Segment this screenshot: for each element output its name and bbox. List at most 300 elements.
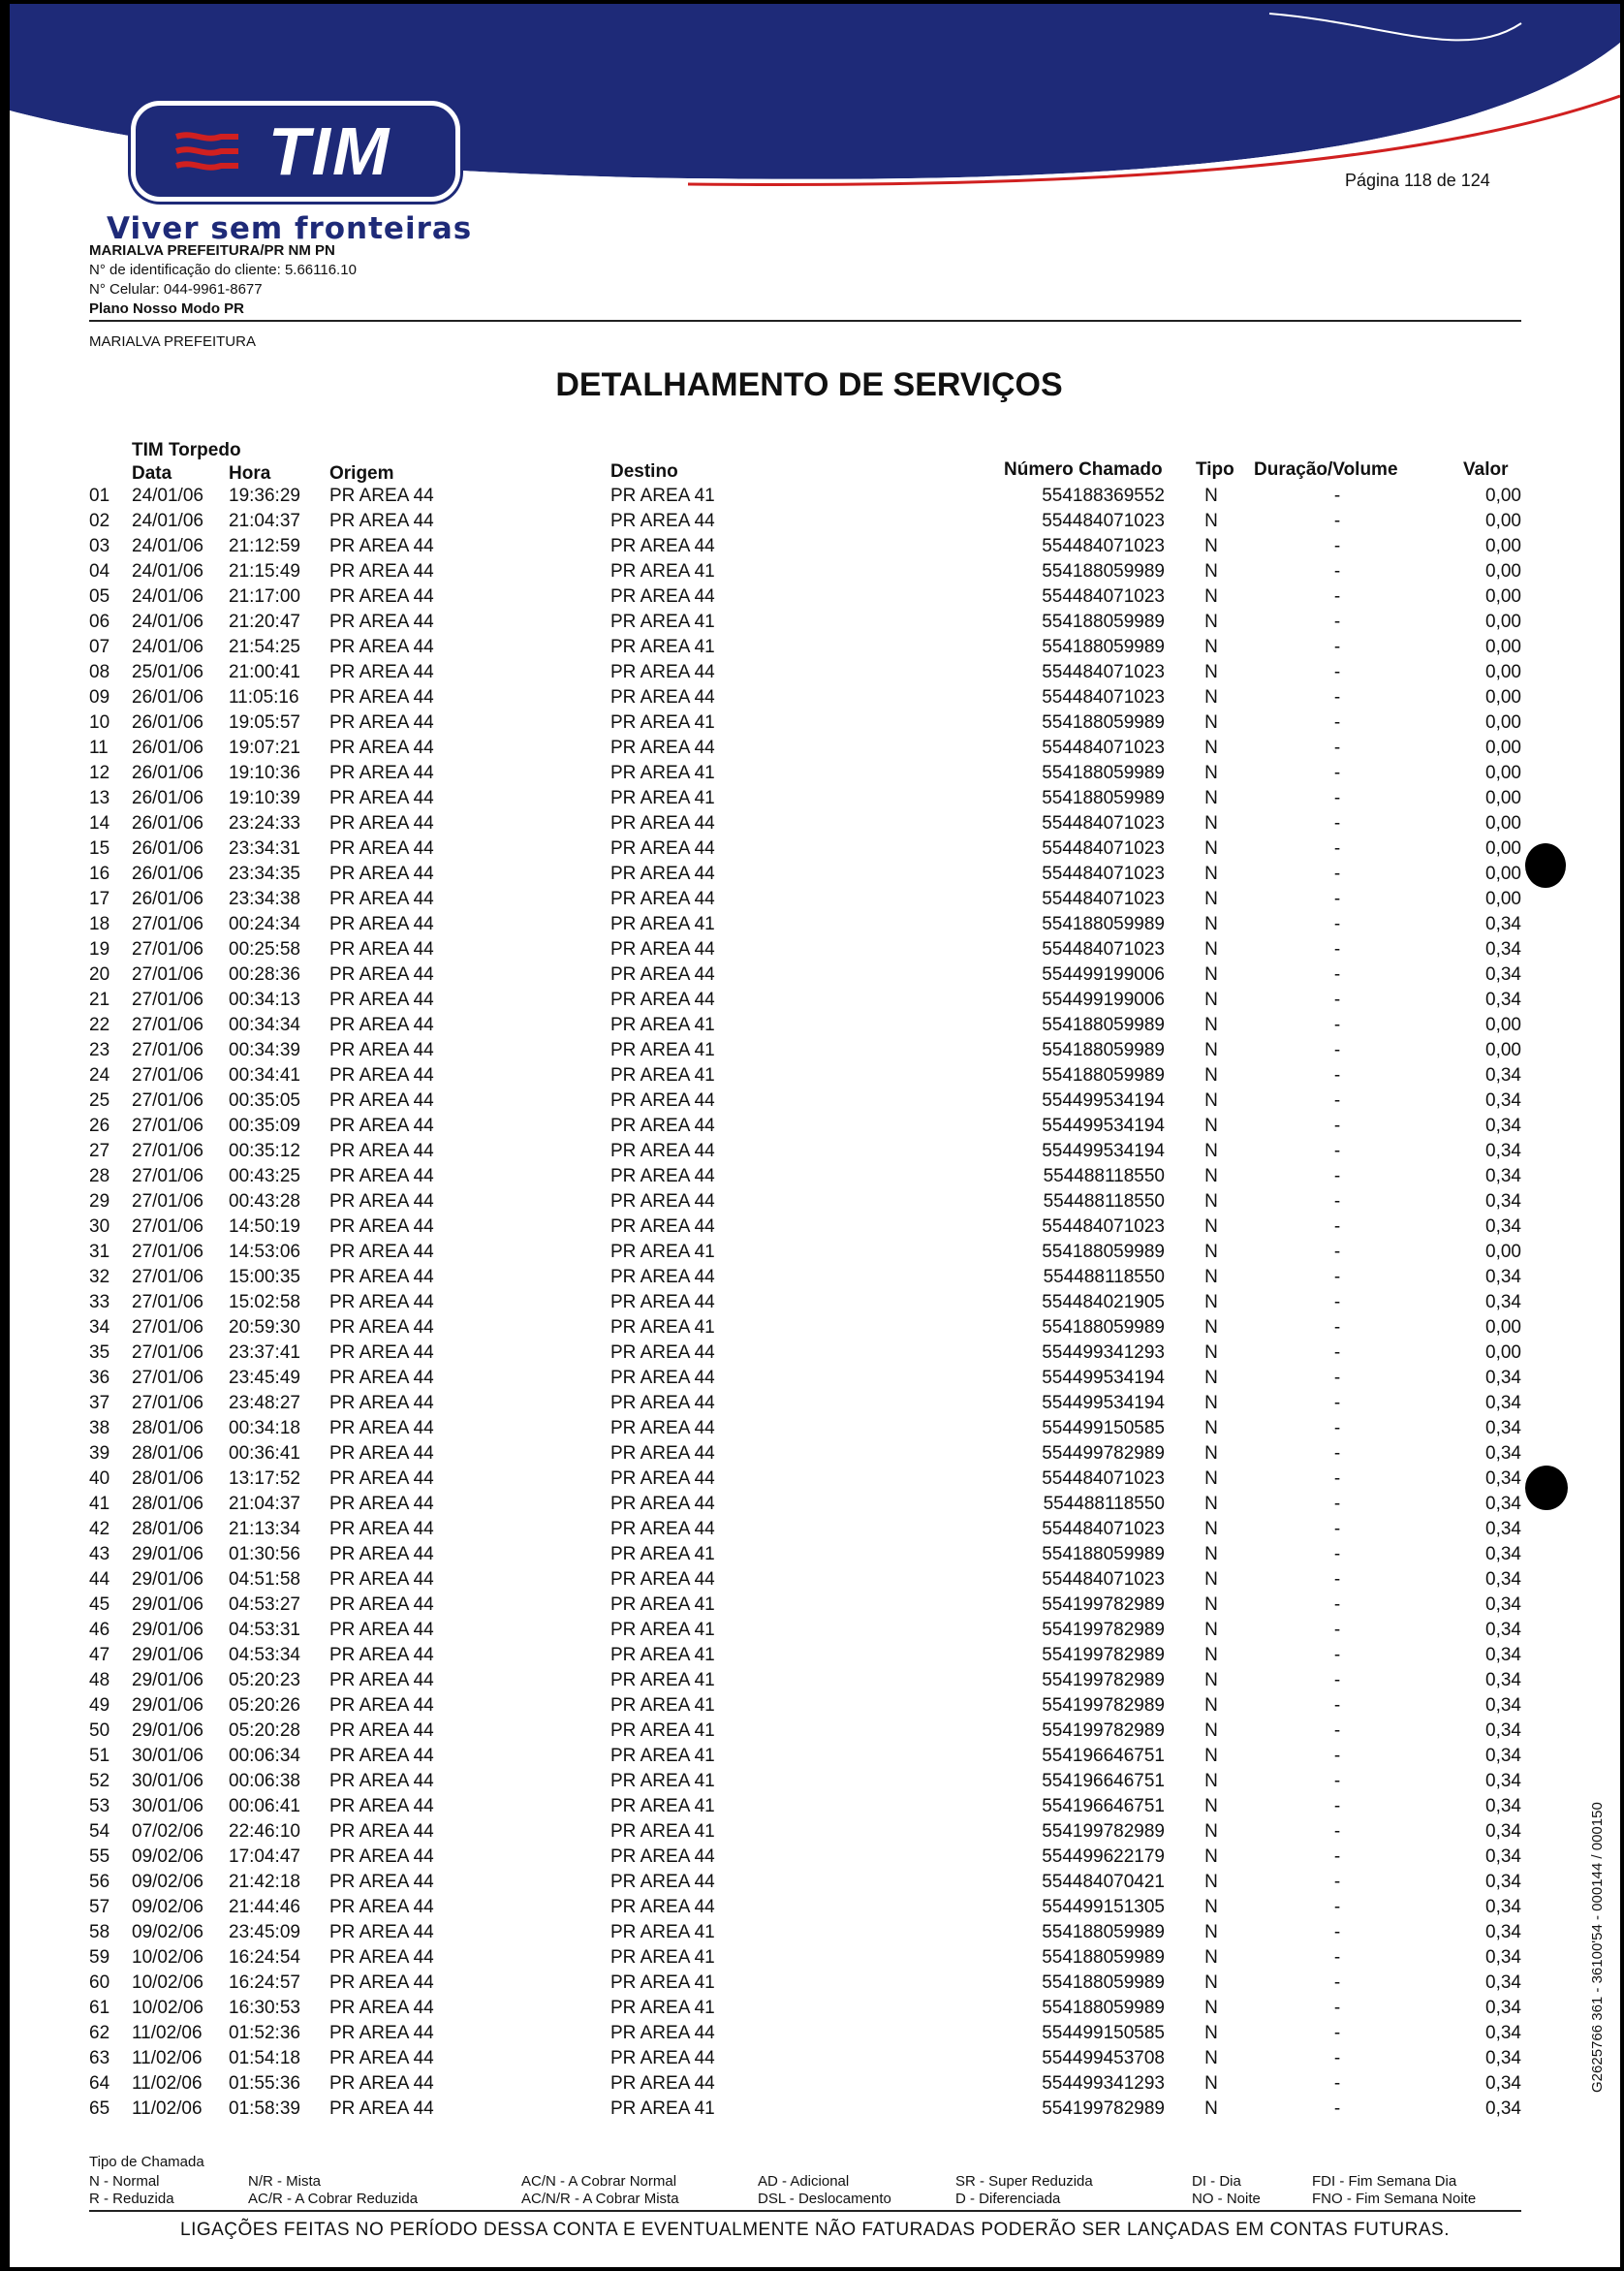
origin: PR AREA 44 xyxy=(329,1216,434,1237)
destination: PR AREA 44 xyxy=(610,738,715,758)
table-row xyxy=(10,1620,1620,1645)
duration: - xyxy=(1333,1569,1341,1590)
table-row xyxy=(10,1872,1620,1897)
called-number: 554188059989 xyxy=(1042,637,1165,657)
duration: - xyxy=(1333,2073,1341,2094)
call-type: N xyxy=(1204,1090,1218,1111)
called-number: 554188059989 xyxy=(1042,1998,1165,2018)
call-date: 11/02/06 xyxy=(132,2048,203,2068)
origin: PR AREA 44 xyxy=(329,2023,434,2043)
called-number: 554499534194 xyxy=(1042,1393,1165,1413)
call-type: N xyxy=(1204,1947,1218,1968)
destination: PR AREA 44 xyxy=(610,838,715,859)
duration: - xyxy=(1333,637,1341,657)
row-index: 31 xyxy=(89,1242,110,1262)
legend-title: Tipo de Chamada xyxy=(89,2154,204,2170)
called-number: 554188059989 xyxy=(1042,1922,1165,1942)
customer-name-line: MARIALVA PREFEITURA/PR NM PN xyxy=(89,242,335,259)
row-index: 62 xyxy=(89,2023,110,2043)
legend-col2: N/R - Mista AC/R - A Cobrar Reduzida xyxy=(248,2173,419,2207)
row-index: 12 xyxy=(89,763,110,783)
duration: - xyxy=(1333,1494,1341,1514)
table-row xyxy=(10,1544,1620,1569)
call-date: 29/01/06 xyxy=(132,1670,203,1690)
call-date: 24/01/06 xyxy=(132,486,203,506)
call-type: N xyxy=(1204,1897,1218,1917)
value: 0,34 xyxy=(1485,1771,1521,1791)
call-type: N xyxy=(1204,1368,1218,1388)
duration: - xyxy=(1333,1342,1341,1363)
origin: PR AREA 44 xyxy=(329,1317,434,1338)
row-index: 03 xyxy=(89,536,110,556)
duration: - xyxy=(1333,1468,1341,1489)
row-index: 18 xyxy=(89,914,110,934)
value: 0,00 xyxy=(1485,864,1521,884)
called-number: 554484071023 xyxy=(1042,813,1165,834)
row-index: 53 xyxy=(89,1796,110,1816)
call-time: 19:05:57 xyxy=(229,712,300,733)
table-row xyxy=(10,813,1620,838)
called-number: 554188059989 xyxy=(1042,1015,1165,1035)
table-row xyxy=(10,1141,1620,1166)
called-number: 554484071023 xyxy=(1042,536,1165,556)
call-date: 30/01/06 xyxy=(132,1796,203,1816)
value: 0,34 xyxy=(1485,1796,1521,1816)
value: 0,34 xyxy=(1485,1519,1521,1539)
destination: PR AREA 44 xyxy=(610,1872,715,1892)
table-row xyxy=(10,1670,1620,1695)
call-type: N xyxy=(1204,1015,1218,1035)
row-index: 08 xyxy=(89,662,110,682)
table-row xyxy=(10,1443,1620,1468)
table-row xyxy=(10,1695,1620,1720)
destination: PR AREA 44 xyxy=(610,1393,715,1413)
table-row xyxy=(10,1317,1620,1342)
call-type: N xyxy=(1204,1771,1218,1791)
origin: PR AREA 44 xyxy=(329,1015,434,1035)
scan-blot xyxy=(1525,843,1566,888)
called-number: 554196646751 xyxy=(1042,1771,1165,1791)
row-index: 37 xyxy=(89,1393,110,1413)
destination: PR AREA 44 xyxy=(610,687,715,708)
called-number: 554488118550 xyxy=(1043,1494,1165,1514)
value: 0,34 xyxy=(1485,1368,1521,1388)
destination: PR AREA 44 xyxy=(610,1116,715,1136)
called-number: 554188059989 xyxy=(1042,1040,1165,1060)
call-type: N xyxy=(1204,964,1218,985)
table-row xyxy=(10,889,1620,914)
duration: - xyxy=(1333,1216,1341,1237)
call-type: N xyxy=(1204,2098,1218,2119)
table-row xyxy=(10,964,1620,990)
origin: PR AREA 44 xyxy=(329,662,434,682)
duration: - xyxy=(1333,1393,1341,1413)
row-index: 46 xyxy=(89,1620,110,1640)
col-header-type: Tipo xyxy=(1196,459,1234,480)
duration: - xyxy=(1333,1771,1341,1791)
duration: - xyxy=(1333,939,1341,960)
row-index: 49 xyxy=(89,1695,110,1716)
call-date: 27/01/06 xyxy=(132,1242,203,1262)
table-row xyxy=(10,1998,1620,2023)
origin: PR AREA 44 xyxy=(329,1821,434,1842)
destination: PR AREA 44 xyxy=(610,1569,715,1590)
call-type: N xyxy=(1204,1141,1218,1161)
call-time: 00:43:28 xyxy=(229,1191,300,1212)
row-index: 10 xyxy=(89,712,110,733)
row-index: 42 xyxy=(89,1519,110,1539)
called-number: 554499534194 xyxy=(1042,1116,1165,1136)
destination: PR AREA 41 xyxy=(610,1040,715,1060)
call-type: N xyxy=(1204,1267,1218,1287)
duration: - xyxy=(1333,1317,1341,1338)
call-type: N xyxy=(1204,637,1218,657)
table-row xyxy=(10,1569,1620,1594)
origin: PR AREA 44 xyxy=(329,1519,434,1539)
call-date: 11/02/06 xyxy=(132,2098,203,2119)
origin: PR AREA 44 xyxy=(329,1065,434,1086)
value: 0,34 xyxy=(1485,914,1521,934)
duration: - xyxy=(1333,1292,1341,1312)
row-index: 30 xyxy=(89,1216,110,1237)
value: 0,00 xyxy=(1485,486,1521,506)
duration: - xyxy=(1333,1141,1341,1161)
call-type: N xyxy=(1204,1317,1218,1338)
call-type: N xyxy=(1204,1998,1218,2018)
duration: - xyxy=(1333,2048,1341,2068)
table-row xyxy=(10,864,1620,889)
table-row xyxy=(10,2073,1620,2098)
origin: PR AREA 44 xyxy=(329,511,434,531)
table-row xyxy=(10,662,1620,687)
call-type: N xyxy=(1204,1468,1218,1489)
logo-text: TIM xyxy=(267,113,391,189)
duration: - xyxy=(1333,1116,1341,1136)
value: 0,34 xyxy=(1485,1569,1521,1590)
call-date: 29/01/06 xyxy=(132,1720,203,1741)
col-header-duration: Duração/Volume xyxy=(1254,459,1398,480)
table-row xyxy=(10,1393,1620,1418)
value: 0,34 xyxy=(1485,1191,1521,1212)
row-index: 19 xyxy=(89,939,110,960)
call-date: 27/01/06 xyxy=(132,1090,203,1111)
call-time: 04:53:31 xyxy=(229,1620,300,1640)
call-time: 00:35:09 xyxy=(229,1116,300,1136)
destination: PR AREA 41 xyxy=(610,1544,715,1564)
called-number: 554499534194 xyxy=(1042,1141,1165,1161)
called-number: 554484071023 xyxy=(1042,838,1165,859)
call-time: 00:43:25 xyxy=(229,1166,300,1186)
called-number: 554188059989 xyxy=(1042,788,1165,808)
call-type: N xyxy=(1204,1494,1218,1514)
value: 0,34 xyxy=(1485,1972,1521,1993)
origin: PR AREA 44 xyxy=(329,561,434,582)
row-index: 65 xyxy=(89,2098,110,2119)
origin: PR AREA 44 xyxy=(329,586,434,607)
row-index: 20 xyxy=(89,964,110,985)
call-time: 01:54:18 xyxy=(229,2048,300,2068)
called-number: 554499622179 xyxy=(1042,1846,1165,1867)
origin: PR AREA 44 xyxy=(329,1242,434,1262)
origin: PR AREA 44 xyxy=(329,1418,434,1438)
call-time: 01:52:36 xyxy=(229,2023,300,2043)
origin: PR AREA 44 xyxy=(329,738,434,758)
col-header-time: Hora xyxy=(229,463,271,484)
value: 0,34 xyxy=(1485,1720,1521,1741)
call-time: 23:48:27 xyxy=(229,1393,300,1413)
called-number: 554188059989 xyxy=(1042,763,1165,783)
duration: - xyxy=(1333,1947,1341,1968)
call-date: 27/01/06 xyxy=(132,1040,203,1060)
call-type: N xyxy=(1204,687,1218,708)
value: 0,34 xyxy=(1485,964,1521,985)
value: 0,34 xyxy=(1485,1872,1521,1892)
duration: - xyxy=(1333,864,1341,884)
call-type: N xyxy=(1204,2073,1218,2094)
destination: PR AREA 44 xyxy=(610,1166,715,1186)
call-date: 27/01/06 xyxy=(132,964,203,985)
call-time: 15:00:35 xyxy=(229,1267,300,1287)
call-time: 00:06:41 xyxy=(229,1796,300,1816)
value: 0,00 xyxy=(1485,889,1521,909)
duration: - xyxy=(1333,1796,1341,1816)
row-index: 34 xyxy=(89,1317,110,1338)
duration: - xyxy=(1333,586,1341,607)
call-date: 26/01/06 xyxy=(132,712,203,733)
destination: PR AREA 44 xyxy=(610,1897,715,1917)
value: 0,34 xyxy=(1485,1922,1521,1942)
call-type: N xyxy=(1204,1972,1218,1993)
value: 0,34 xyxy=(1485,1620,1521,1640)
row-index: 36 xyxy=(89,1368,110,1388)
origin: PR AREA 44 xyxy=(329,1947,434,1968)
call-type: N xyxy=(1204,1796,1218,1816)
destination: PR AREA 41 xyxy=(610,1670,715,1690)
call-date: 27/01/06 xyxy=(132,1116,203,1136)
duration: - xyxy=(1333,1695,1341,1716)
destination: PR AREA 44 xyxy=(610,813,715,834)
call-type: N xyxy=(1204,1065,1218,1086)
destination: PR AREA 41 xyxy=(610,1065,715,1086)
destination: PR AREA 41 xyxy=(610,561,715,582)
value: 0,34 xyxy=(1485,2048,1521,2068)
row-index: 14 xyxy=(89,813,110,834)
called-number: 554484071023 xyxy=(1042,738,1165,758)
call-type: N xyxy=(1204,2023,1218,2043)
called-number: 554499150585 xyxy=(1042,2023,1165,2043)
destination: PR AREA 44 xyxy=(610,2048,715,2068)
call-type: N xyxy=(1204,763,1218,783)
called-number: 554188059989 xyxy=(1042,1065,1165,1086)
call-time: 23:34:31 xyxy=(229,838,300,859)
table-row xyxy=(10,1342,1620,1368)
value: 0,00 xyxy=(1485,712,1521,733)
table-row xyxy=(10,637,1620,662)
called-number: 554484071023 xyxy=(1042,1468,1165,1489)
duration: - xyxy=(1333,1922,1341,1942)
destination: PR AREA 41 xyxy=(610,1317,715,1338)
table-row xyxy=(10,1191,1620,1216)
duration: - xyxy=(1333,964,1341,985)
value: 0,34 xyxy=(1485,990,1521,1010)
destination: PR AREA 44 xyxy=(610,889,715,909)
footer-note: LIGAÇÕES FEITAS NO PERÍODO DESSA CONTA E EVENTUALMENTE NÃO FATURADAS PODERÃO SER LANÇADAS EM CONTAS FUTURAS. xyxy=(180,2220,1450,2240)
origin: PR AREA 44 xyxy=(329,612,434,632)
duration: - xyxy=(1333,1670,1341,1690)
call-type: N xyxy=(1204,939,1218,960)
duration: - xyxy=(1333,662,1341,682)
call-date: 27/01/06 xyxy=(132,1191,203,1212)
duration: - xyxy=(1333,1166,1341,1186)
value: 0,34 xyxy=(1485,1594,1521,1615)
value: 0,34 xyxy=(1485,1468,1521,1489)
table-row xyxy=(10,939,1620,964)
origin: PR AREA 44 xyxy=(329,712,434,733)
destination: PR AREA 41 xyxy=(610,1947,715,1968)
call-type: N xyxy=(1204,1922,1218,1942)
origin: PR AREA 44 xyxy=(329,2073,434,2094)
call-type: N xyxy=(1204,712,1218,733)
destination: PR AREA 41 xyxy=(610,1998,715,2018)
table-row xyxy=(10,511,1620,536)
call-type: N xyxy=(1204,1393,1218,1413)
call-date: 27/01/06 xyxy=(132,914,203,934)
origin: PR AREA 44 xyxy=(329,838,434,859)
origin: PR AREA 44 xyxy=(329,1090,434,1111)
call-time: 19:10:36 xyxy=(229,763,300,783)
call-time: 05:20:28 xyxy=(229,1720,300,1741)
call-time: 21:17:00 xyxy=(229,586,300,607)
table-row xyxy=(10,1040,1620,1065)
destination: PR AREA 44 xyxy=(610,2023,715,2043)
row-index: 23 xyxy=(89,1040,110,1060)
called-number: 554188059989 xyxy=(1042,1544,1165,1564)
destination: PR AREA 44 xyxy=(610,1418,715,1438)
row-index: 58 xyxy=(89,1922,110,1942)
duration: - xyxy=(1333,813,1341,834)
duration: - xyxy=(1333,838,1341,859)
duration: - xyxy=(1333,1368,1341,1388)
call-type: N xyxy=(1204,1418,1218,1438)
origin: PR AREA 44 xyxy=(329,1594,434,1615)
row-index: 43 xyxy=(89,1544,110,1564)
call-type: N xyxy=(1204,1569,1218,1590)
call-date: 07/02/06 xyxy=(132,1821,203,1842)
called-number: 554199782989 xyxy=(1042,2098,1165,2119)
table-row xyxy=(10,1922,1620,1947)
table-row xyxy=(10,486,1620,511)
call-time: 01:55:36 xyxy=(229,2073,300,2094)
value: 0,00 xyxy=(1485,1317,1521,1338)
bill-page xyxy=(10,4,1620,2267)
table-row xyxy=(10,536,1620,561)
value: 0,34 xyxy=(1485,1292,1521,1312)
call-date: 28/01/06 xyxy=(132,1519,203,1539)
called-number: 554196646751 xyxy=(1042,1796,1165,1816)
call-date: 30/01/06 xyxy=(132,1746,203,1766)
call-time: 04:51:58 xyxy=(229,1569,300,1590)
origin: PR AREA 44 xyxy=(329,1368,434,1388)
table-row xyxy=(10,990,1620,1015)
table-row xyxy=(10,612,1620,637)
value: 0,34 xyxy=(1485,1494,1521,1514)
called-number: 554188059989 xyxy=(1042,712,1165,733)
legend-col3: AC/N - A Cobrar Normal AC/N/R - A Cobrar Mista xyxy=(521,2173,679,2207)
call-time: 01:30:56 xyxy=(229,1544,300,1564)
duration: - xyxy=(1333,1418,1341,1438)
origin: PR AREA 44 xyxy=(329,964,434,985)
row-index: 01 xyxy=(89,486,110,506)
duration: - xyxy=(1333,1065,1341,1086)
called-number: 554499453708 xyxy=(1042,2048,1165,2068)
destination: PR AREA 41 xyxy=(610,1645,715,1665)
call-time: 16:24:57 xyxy=(229,1972,300,1993)
destination: PR AREA 44 xyxy=(610,1191,715,1212)
call-date: 27/01/06 xyxy=(132,1317,203,1338)
col-header-origin: Origem xyxy=(329,463,394,484)
called-number: 554188369552 xyxy=(1042,486,1165,506)
call-type: N xyxy=(1204,1846,1218,1867)
call-time: 21:04:37 xyxy=(229,511,300,531)
call-time: 14:53:06 xyxy=(229,1242,300,1262)
origin: PR AREA 44 xyxy=(329,1393,434,1413)
duration: - xyxy=(1333,1821,1341,1842)
called-number: 554199782989 xyxy=(1042,1620,1165,1640)
legend-col7: FDI - Fim Semana Dia FNO - Fim Semana Noite xyxy=(1312,2173,1477,2207)
row-index: 52 xyxy=(89,1771,110,1791)
call-date: 28/01/06 xyxy=(132,1468,203,1489)
call-date: 24/01/06 xyxy=(132,511,203,531)
call-date: 27/01/06 xyxy=(132,990,203,1010)
call-type: N xyxy=(1204,1620,1218,1640)
table-row xyxy=(10,1846,1620,1872)
row-index: 35 xyxy=(89,1342,110,1363)
call-time: 13:17:52 xyxy=(229,1468,300,1489)
destination: PR AREA 41 xyxy=(610,1796,715,1816)
row-index: 45 xyxy=(89,1594,110,1615)
table-row xyxy=(10,738,1620,763)
origin: PR AREA 44 xyxy=(329,2098,434,2119)
value: 0,34 xyxy=(1485,1090,1521,1111)
call-date: 09/02/06 xyxy=(132,1872,203,1892)
origin: PR AREA 44 xyxy=(329,1645,434,1665)
row-index: 39 xyxy=(89,1443,110,1464)
call-type: N xyxy=(1204,813,1218,834)
destination: PR AREA 41 xyxy=(610,1242,715,1262)
call-type: N xyxy=(1204,1594,1218,1615)
duration: - xyxy=(1333,536,1341,556)
call-type: N xyxy=(1204,1872,1218,1892)
row-index: 54 xyxy=(89,1821,110,1842)
call-date: 29/01/06 xyxy=(132,1594,203,1615)
row-index: 64 xyxy=(89,2073,110,2094)
section-title: TIM Torpedo xyxy=(132,440,241,460)
called-number: 554188059989 xyxy=(1042,1242,1165,1262)
row-index: 47 xyxy=(89,1645,110,1665)
call-date: 29/01/06 xyxy=(132,1569,203,1590)
call-time: 21:13:34 xyxy=(229,1519,300,1539)
call-date: 26/01/06 xyxy=(132,687,203,708)
value: 0,00 xyxy=(1485,561,1521,582)
called-number: 554484071023 xyxy=(1042,939,1165,960)
called-number: 554199782989 xyxy=(1042,1720,1165,1741)
duration: - xyxy=(1333,990,1341,1010)
destination: PR AREA 44 xyxy=(610,662,715,682)
call-type: N xyxy=(1204,1242,1218,1262)
call-date: 24/01/06 xyxy=(132,536,203,556)
row-index: 02 xyxy=(89,511,110,531)
destination: PR AREA 44 xyxy=(610,1090,715,1111)
